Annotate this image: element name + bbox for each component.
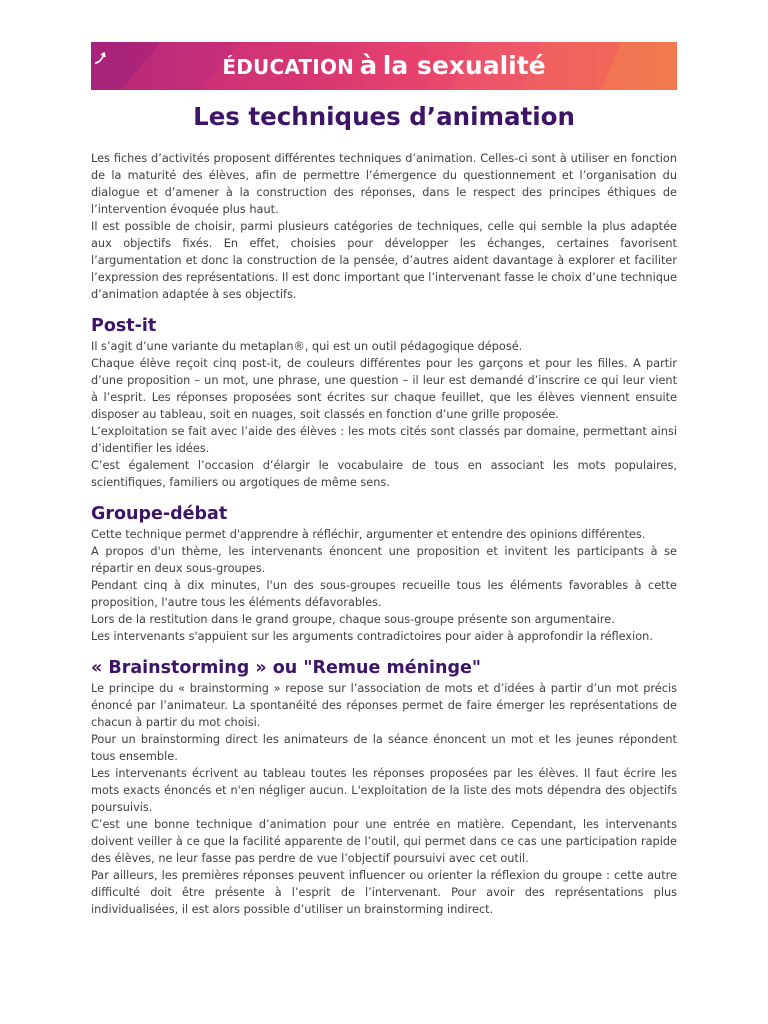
section-paragraph: Il s’agit d’une variante du metaplan®, qui est un outil pédagogique déposé.	[91, 340, 523, 353]
banner-word-sexualite: la sexualité	[382, 51, 546, 80]
section-paragraph: Les intervenants s'appuient sur les arguments contradictoires pour aider à approfondir la réflexion.	[91, 630, 653, 643]
section-paragraph: Le principe du « brainstorming » repose sur l’association de mots et d’idées à partir d’un mot précis énoncé par l’animateur. La spontanéité des réponses permet de faire émerger les représentations de chacun à partir du mot choisi.	[91, 682, 677, 729]
curved-arrow-icon	[93, 51, 107, 65]
document-page	[91, 42, 677, 918]
banner-title	[91, 51, 677, 81]
section-heading: Groupe-débat	[91, 504, 228, 524]
page-title: Les techniques d’animation	[193, 102, 575, 131]
section-heading: Post-it	[91, 316, 157, 336]
section-paragraph: A propos d'un thème, les intervenants énoncent une proposition et invitent les participants à se répartir en deux sous-groupes.	[91, 545, 677, 575]
intro-section	[91, 150, 677, 303]
banner-word-education: ÉDUCATION	[222, 55, 355, 79]
header-banner	[91, 42, 677, 90]
banner-word-a: à	[359, 51, 378, 81]
section-brainstorming	[91, 656, 677, 918]
section-paragraph: L’exploitation se fait avec l’aide des élèves : les mots cités sont classés par domaine, permettant ainsi d’identifier les idées.	[91, 425, 677, 455]
section-paragraph: Par ailleurs, les premières réponses peuvent influencer ou orienter la réflexion du groupe : cette autre difficulté doit être présente à l’esprit de l’intervenant. Pour avoir des représentations plus individualisées, il est alors possible d’utiliser un brainstorming indirect.	[91, 869, 677, 916]
section-post-it	[91, 314, 677, 491]
section-groupe-debat	[91, 502, 677, 645]
intro-paragraph: Les fiches d’activités proposent différentes techniques d’animation. Celles-ci sont à utiliser en fonction de la maturité des élèves, afin de permettre l’émergence du questionnement et l’organisation du dialogue et d’amener à la construction des réponses, dans le respect des principes éthiques de l’intervention évoquée plus haut.	[91, 152, 677, 216]
intro-paragraph: Il est possible de choisir, parmi plusieurs catégories de techniques, celle qui semble la plus adaptée aux objectifs fixés. En effet, choisies pour développer les échanges, certaines favorisent l’argumentation et donc la construction de la pensée, d’autres aident davantage à explorer et faciliter l’expression des représentations. Il est donc important que l’intervenant fasse le choix d’une technique d’animation adaptée à ses objectifs.	[91, 220, 677, 301]
section-paragraph: Lors de la restitution dans le grand groupe, chaque sous-groupe présente son argumentaire.	[91, 613, 615, 626]
section-heading: « Brainstorming » ou "Remue méninge"	[91, 658, 481, 678]
section-paragraph: Chaque élève reçoit cinq post-it, de couleurs différentes pour les garçons et pour les filles. A partir d’une proposition – un mot, une phrase, une question – il leur est demandé d’inscrire ce qui leur vient à l’esprit. Les réponses proposées sont écrites sur chaque feuillet, que les élèves viennent ensuite disposer au tableau, soit en nuages, soit classés en fonction d’une grille proposée.	[91, 357, 677, 421]
section-paragraph: Pour un brainstorming direct les animateurs de la séance énoncent un mot et les jeunes répondent tous ensemble.	[91, 733, 677, 763]
section-paragraph: Pendant cinq à dix minutes, l'un des sous-groupes recueille tous les éléments favorables à cette proposition, l'autre tous les éléments défavorables.	[91, 579, 677, 609]
section-paragraph: C’est également l’occasion d’élargir le vocabulaire de tous en associant les mots populaires, scientifiques, familiers ou argotiques de même sens.	[91, 459, 677, 489]
section-paragraph: Cette technique permet d'apprendre à réfléchir, argumenter et entendre des opinions différentes.	[91, 528, 646, 541]
section-paragraph: Les intervenants écrivent au tableau toutes les réponses proposées par les élèves. Il faut écrire les mots exacts énoncés et n'en négliger aucun. L'exploitation de la liste des mots dépendra des objectifs poursuivis.	[91, 767, 677, 814]
section-paragraph: C’est une bonne technique d’animation pour une entrée en matière. Cependant, les intervenants doivent veiller à ce que la facilité apparente de l’outil, qui permet dans ce cas une participation rapide des élèves, ne leur fasse pas perdre de vue l’objectif poursuivi avec cet outil.	[91, 818, 677, 865]
